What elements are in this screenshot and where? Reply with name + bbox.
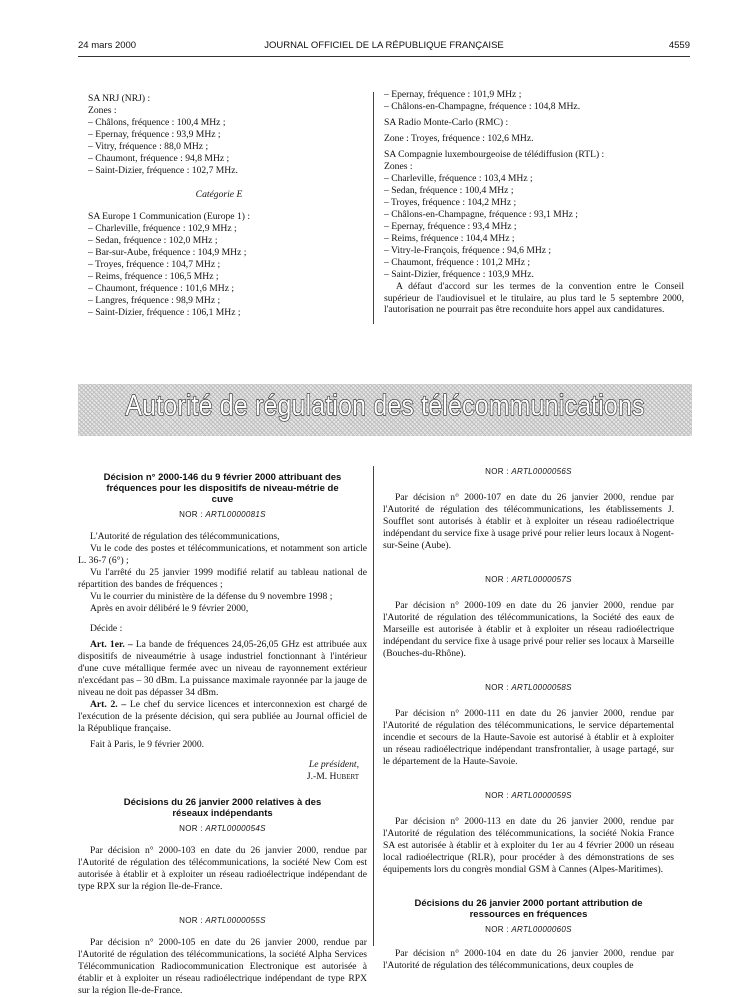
nor-reference: [383, 790, 674, 802]
bottom-left-column: [78, 472, 367, 997]
top-left-column: [88, 93, 350, 319]
paragraph: Par décision n° 2000-103 en date du 26 janvier 2000, rendue par l'Autorité de régulation des télécommunications, la société New Com est autorisée à établir et à exploiter un réseau radioélectrique indépendant de type RPX sur la région Ile-de-France.: [78, 845, 367, 892]
list-item: – Saint-Dizier, fréquence : 102,7 MHz.: [88, 165, 350, 177]
paragraph: Vu le courrier du ministère de la défense du 9 novembre 1998 ;: [90, 591, 333, 602]
article-text: La bande de fréquences 24,05-26,05 GHz est attribuée aux dispositifs de niveaumétrie à usage industriel fonctionnant à l'intérieur d'une cuve métallique fermée avec un niveau de rayonnement extérieur n'excédant pas – 30 dBm. La puissance maximale rayonnée par la jauge de niveau ne doit pas dépasser 34 dBm.: [78, 639, 367, 698]
bottom-right-column: [383, 466, 674, 972]
europe1-title: SA Europe 1 Communication (Europe 1) :: [88, 211, 251, 222]
nor-reference: [78, 509, 367, 521]
paragraph: Par décision n° 2000-105 en date du 26 janvier 2000, rendue par l'Autorité de régulation des télécommunications, la société Alpha Services Télécommunication Radiocommunication Electronique est autorisée à établir et à exploiter un réseau radioélectrique indépendant de type RPX sur la région Ile-de-France.: [78, 937, 367, 996]
nor-label: NOR :: [485, 925, 512, 934]
article-1: [78, 639, 367, 699]
nor-reference: [78, 823, 367, 835]
list-item: – Troyes, fréquence : 104,7 MHz ;: [88, 259, 350, 271]
list-item: – Chaumont, fréquence : 94,8 MHz ;: [88, 153, 350, 165]
rmc-zone: Zone : Troyes, fréquence : 102,6 MHz.: [384, 133, 534, 144]
nor-code: ARTL0000055S: [205, 916, 266, 925]
nor-code: ARTL0000081S: [205, 510, 266, 519]
list-item: – Reims, fréquence : 106,5 MHz ;: [88, 271, 350, 283]
paragraph: Par décision n° 2000-113 en date du 26 janvier 2000, rendue par l'Autorité de régulation des télécommunications, la société Nokia France SA est autorisée à établir et à exploiter du 1er au 4 février 2000 un réseau local radioélectrique (RLR), pour procéder à des démonstrations de ses équipements lors du congrès mondial GSM à Cannes (Alpes-Maritimes).: [383, 816, 674, 875]
list-item: – Vitry, fréquence : 88,0 MHz ;: [88, 141, 350, 153]
list-item: – Langres, fréquence : 98,9 MHz ;: [88, 295, 350, 307]
column-divider-bottom: [373, 466, 374, 946]
header-rule: [78, 56, 690, 57]
list-item: – Chaumont, fréquence : 101,6 MHz ;: [88, 283, 350, 295]
list-item: – Reims, fréquence : 104,4 MHz ;: [384, 233, 684, 245]
list-item: – Epernay, fréquence : 93,4 MHz ;: [384, 221, 684, 233]
list-item: – Sedan, fréquence : 100,4 MHz ;: [384, 185, 684, 197]
list-item: – Charleville, fréquence : 103,4 MHz ;: [384, 173, 684, 185]
nor-label: NOR :: [179, 824, 206, 833]
closing-paragraph: A défaut d'accord sur les termes de la convention entre le Conseil supérieur de l'audiovisuel et le titulaire, au plus tard le 5 septembre 2000, l'autorisation ne pourrait pas être reconduite hors appel aux candidatures.: [384, 281, 684, 315]
paragraph: Par décision n° 2000-104 en date du 26 janvier 2000, rendue par l'Autorité de régulation des télécommunications, deux couples de: [383, 948, 674, 971]
nor-label: NOR :: [179, 916, 206, 925]
page-header: [78, 40, 690, 54]
nor-reference: [78, 915, 367, 927]
zones-label: Zones :: [384, 161, 413, 172]
decision-title: Décision n° 2000-146 du 9 février 2000 attribuant des fréquences pour les dispositifs de niveau-métrie de cuve: [103, 472, 342, 505]
list-item: – Chaumont, fréquence : 101,2 MHz ;: [384, 257, 684, 269]
nor-code: ARTL0000054S: [205, 824, 266, 833]
nor-code: ARTL0000059S: [511, 791, 572, 800]
paragraph: Par décision n° 2000-109 en date du 26 janvier 2000, rendue par l'Autorité de régulation des télécommunications, la Société des eaux de Marseille est autorisée à établir et à exploiter un réseau radioélectrique indépendant du service fixe à usage privé pour relier ses locaux à Marseille (Bouches-du-Rhône).: [383, 600, 674, 659]
signature-role: Le président,: [308, 759, 359, 770]
column-divider-top: [373, 92, 374, 324]
nor-reference: [383, 574, 674, 586]
list-item: – Charleville, fréquence : 102,9 MHz ;: [88, 223, 350, 235]
list-item: – Saint-Dizier, fréquence : 106,1 MHz ;: [88, 307, 350, 319]
article-text: Le chef du service licences et interconnexion est chargé de l'exécution de la présente décision, qui sera publiée au Journal officiel de la République française.: [78, 699, 367, 734]
rmc-title: SA Radio Monte-Carlo (RMC) :: [384, 117, 509, 128]
nor-reference: [383, 682, 674, 694]
nor-code: ARTL0000056S: [511, 467, 572, 476]
decision-title: Décisions du 26 janvier 2000 relatives à des réseaux indépendants: [123, 797, 322, 819]
nor-label: NOR :: [485, 683, 512, 692]
zones-label: Zones :: [88, 105, 117, 116]
signature-name: J.-M. Hubert: [306, 771, 359, 782]
decide-label: Décide :: [90, 623, 123, 634]
decision-title: Décisions du 26 janvier 2000 portant attribution de ressources en fréquences: [414, 898, 643, 920]
nor-reference: [383, 466, 674, 478]
nor-reference: [383, 924, 674, 936]
paragraph: Vu le code des postes et télécommunications, et notamment son article L. 36-7 (6°) ;: [78, 543, 367, 566]
paragraph: Par décision n° 2000-107 en date du 26 janvier 2000, rendue par l'Autorité de régulation des télécommunications, les établissements J. Soufflet sont autorisés à établir et à exploiter un réseau radioélectrique indépendant du service fixe à usage privé pour relier leurs locaux à Nogent-sur-Seine (Aube).: [383, 492, 674, 551]
list-item: – Vitry-le-François, fréquence : 94,6 MHz ;: [384, 245, 684, 257]
nor-label: NOR :: [485, 467, 512, 476]
nor-label: NOR :: [485, 791, 512, 800]
article-label: Art. 1er. –: [90, 639, 133, 650]
header-date: 24 mars 2000: [78, 40, 137, 51]
top-right-column: [384, 89, 684, 316]
list-item: – Châlons, fréquence : 100,4 MHz ;: [88, 117, 350, 129]
list-item: – Saint-Dizier, fréquence : 103,9 MHz.: [384, 269, 684, 281]
nor-label: NOR :: [485, 575, 512, 584]
section-title: Autorité de régulation des télécommunications: [125, 390, 645, 422]
list-item: – Châlons-en-Champagne, fréquence : 93,1 MHz ;: [384, 209, 684, 221]
list-item: – Epernay, fréquence : 101,9 MHz ;: [384, 89, 684, 101]
list-item: – Troyes, fréquence : 104,2 MHz ;: [384, 197, 684, 209]
article-label: Art. 2. –: [90, 699, 127, 710]
nrj-title: SA NRJ (NRJ) :: [88, 93, 151, 104]
nor-code: ARTL0000058S: [511, 683, 572, 692]
list-item: – Epernay, fréquence : 93,9 MHz ;: [88, 129, 350, 141]
paragraph: Par décision n° 2000-111 en date du 26 janvier 2000, rendue par l'Autorité de régulation des télécommunications, le service départemental incendie et secours de la Haute-Savoie est autorisé à établir et à exploiter un réseau radioélectrique indépendant transfrontalier, à usage partagé, sur le département de la Haute-Savoie.: [383, 708, 674, 767]
list-item: – Châlons-en-Champagne, fréquence : 104,8 MHz.: [384, 101, 684, 113]
section-title-band: [78, 384, 692, 436]
list-item: – Bar-sur-Aube, fréquence : 104,9 MHz ;: [88, 247, 350, 259]
nor-code: ARTL0000060S: [511, 925, 572, 934]
category-heading: Catégorie E: [195, 189, 243, 200]
nor-label: NOR :: [179, 510, 206, 519]
paragraph: Vu l'arrêté du 25 janvier 1999 modifié relatif au tableau national de répartition des bandes de fréquences ;: [78, 567, 367, 590]
list-item: – Sedan, fréquence : 102,0 MHz ;: [88, 235, 350, 247]
header-page-number: 4559: [668, 40, 690, 51]
header-journal-title: JOURNAL OFFICIEL DE LA RÉPUBLIQUE FRANÇAISE: [264, 40, 504, 51]
signature-place-date: Fait à Paris, le 9 février 2000.: [90, 739, 205, 750]
paragraph: Après en avoir délibéré le 9 février 2000,: [90, 603, 249, 614]
nor-code: ARTL0000057S: [511, 575, 572, 584]
article-2: [78, 699, 367, 735]
rtl-title: SA Compagnie luxembourgeoise de télédiffusion (RTL) :: [384, 149, 605, 160]
paragraph: L'Autorité de régulation des télécommunications,: [90, 531, 280, 542]
